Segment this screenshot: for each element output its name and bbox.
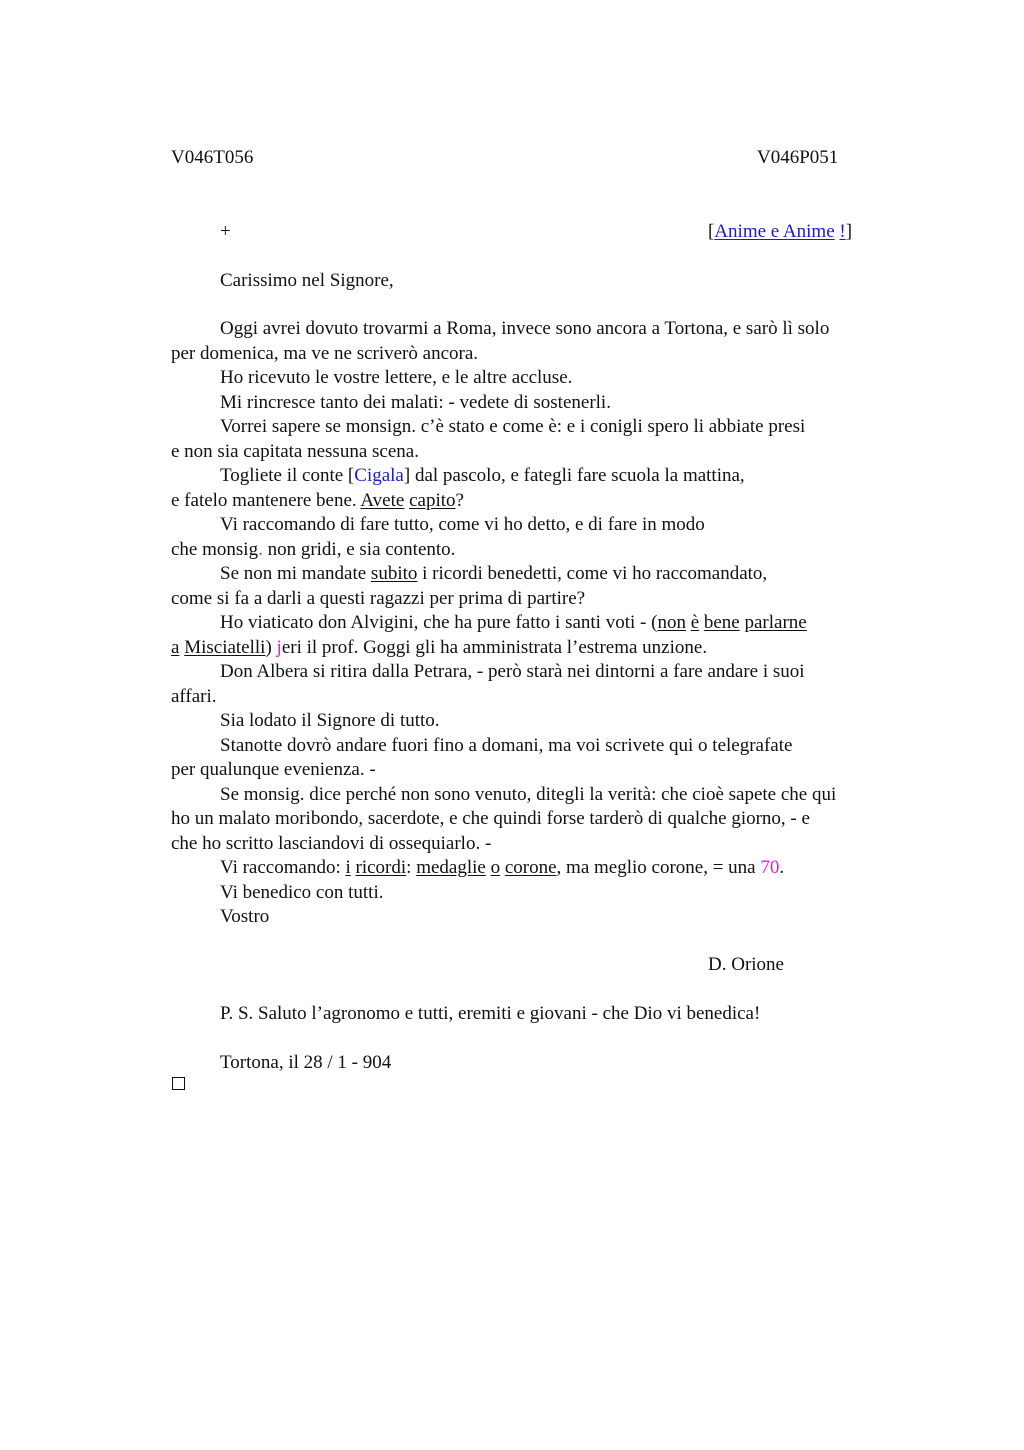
paragraph-line: Sia lodato il Signore di tutto. <box>220 710 440 731</box>
title-link[interactable]: Anime e Anime <box>714 221 835 242</box>
paragraph-line: Stanotte dovrò andare fuori fino a domani, ma voi scrivete qui o telegrafate <box>220 734 793 756</box>
paragraph-line: Vi benedico con tutti. <box>220 881 384 903</box>
paragraph-line: Don Albera si ritira dalla Petrara, - però starà nei dintorni a fare andare i suoi <box>220 661 805 682</box>
underlined-word: capito <box>409 489 456 511</box>
text-run: eri il prof. Goggi gli ha amministrata l’estrema unzione. <box>281 636 708 658</box>
text-run: Ho viaticato don Alvigini, che ha pure fatto i santi voti - ( <box>220 612 658 633</box>
text-run: i ricordi benedetti, come vi ho raccomandato, <box>417 563 768 584</box>
paragraph-line: e non sia capitata nessuna scena. <box>171 440 419 462</box>
underlined-word: Misciatelli <box>184 636 266 658</box>
paragraph-line: affari. <box>171 685 217 707</box>
underlined-word: o <box>490 857 501 878</box>
text-run: ) <box>265 636 272 658</box>
paragraph-line <box>171 538 901 563</box>
underlined-word: medaglie <box>416 857 486 878</box>
end-square-icon <box>172 1077 185 1090</box>
signature: D. Orione <box>708 954 784 975</box>
cross-mark: + <box>220 221 231 242</box>
paragraph-line <box>171 636 901 661</box>
paragraph-line <box>171 856 901 881</box>
highlighted-letter: j <box>276 636 282 658</box>
paragraph-line <box>171 611 901 636</box>
text-run: . <box>779 857 785 878</box>
text-run: e fatelo mantenere bene. <box>171 489 361 511</box>
bracket-open: [ <box>708 221 715 242</box>
text-run: Togliete il conte [ <box>220 465 355 486</box>
paragraph-line: Vi raccomando di fare tutto, come vi ho detto, e di fare in modo <box>220 514 705 535</box>
paragraph-line: Vorrei sapere se monsign. c’è stato e come è: e i conigli spero li abbiate presi <box>220 416 806 437</box>
paragraph-line: per qualunque evenienza. - <box>171 759 376 780</box>
postscript: P. S. Saluto l’agronomo e tutti, eremiti e giovani - che Dio vi benedica! <box>220 1003 761 1024</box>
title-link-exclamation[interactable]: ! <box>839 221 846 242</box>
text-run: ] dal pascolo, e fategli fare scuola la mattina, <box>403 465 745 486</box>
highlighted-number: 70 <box>760 857 780 878</box>
underlined-word: non <box>657 612 686 633</box>
underlined-word: subito <box>370 563 418 584</box>
underlined-word: bene <box>703 612 740 633</box>
text-run: : <box>406 857 412 878</box>
paragraph-line <box>171 464 901 489</box>
highlighted-name: Cigala <box>354 465 404 486</box>
highlighted-dot: . <box>258 538 263 560</box>
paragraph-line: per domenica, ma ve ne scriverò ancora. <box>171 342 479 364</box>
underlined-word: a <box>171 636 180 658</box>
underlined-word: corone <box>504 857 557 878</box>
paragraph-line: Vostro <box>220 906 270 927</box>
paragraph-line: come si fa a darli a questi ragazzi per prima di partire? <box>171 587 586 609</box>
text-run: ? <box>455 489 464 511</box>
document-code-left: V046T056 <box>171 147 254 168</box>
underlined-word: ricordi <box>355 857 407 878</box>
text-run: Se non mi mandate <box>220 563 371 584</box>
salutation: Carissimo nel Signore, <box>220 270 394 291</box>
bracket-close: ] <box>845 221 853 242</box>
dateline: Tortona, il 28 / 1 - 904 <box>220 1052 392 1073</box>
paragraph-line <box>171 489 901 514</box>
letter-body <box>171 317 901 930</box>
paragraph-line: Se monsig. dice perché non sono venuto, ditegli la verità: che cioè sapete che qui <box>220 783 837 805</box>
text-run: non gridi, e sia contento. <box>262 538 456 560</box>
underlined-word: i <box>345 857 351 878</box>
paragraph-line: Mi rincresce tanto dei malati: - vedete di sostenerli. <box>220 391 611 413</box>
paragraph-line: ho un malato moribondo, sacerdote, e che quindi forse tarderò di qualche giorno, - e <box>171 808 810 829</box>
title-reference <box>708 220 852 244</box>
paragraph-line: Ho ricevuto le vostre lettere, e le altre accluse. <box>220 367 573 388</box>
text-run: , ma meglio corone, = una <box>556 857 761 878</box>
underlined-word: Avete <box>360 489 405 511</box>
text-run: che monsig <box>171 538 259 560</box>
underlined-word: è <box>690 612 700 633</box>
paragraph-line: Oggi avrei dovuto trovarmi a Roma, invece sono ancora a Tortona, e sarò lì solo <box>220 318 830 339</box>
paragraph-line: che ho scritto lasciandovi di ossequiarlo. - <box>171 832 492 854</box>
paragraph-line <box>171 562 901 587</box>
document-code-right: V046P051 <box>757 147 839 168</box>
text-run: Vi raccomando: <box>220 857 346 878</box>
underlined-word: parlarne <box>744 612 807 633</box>
